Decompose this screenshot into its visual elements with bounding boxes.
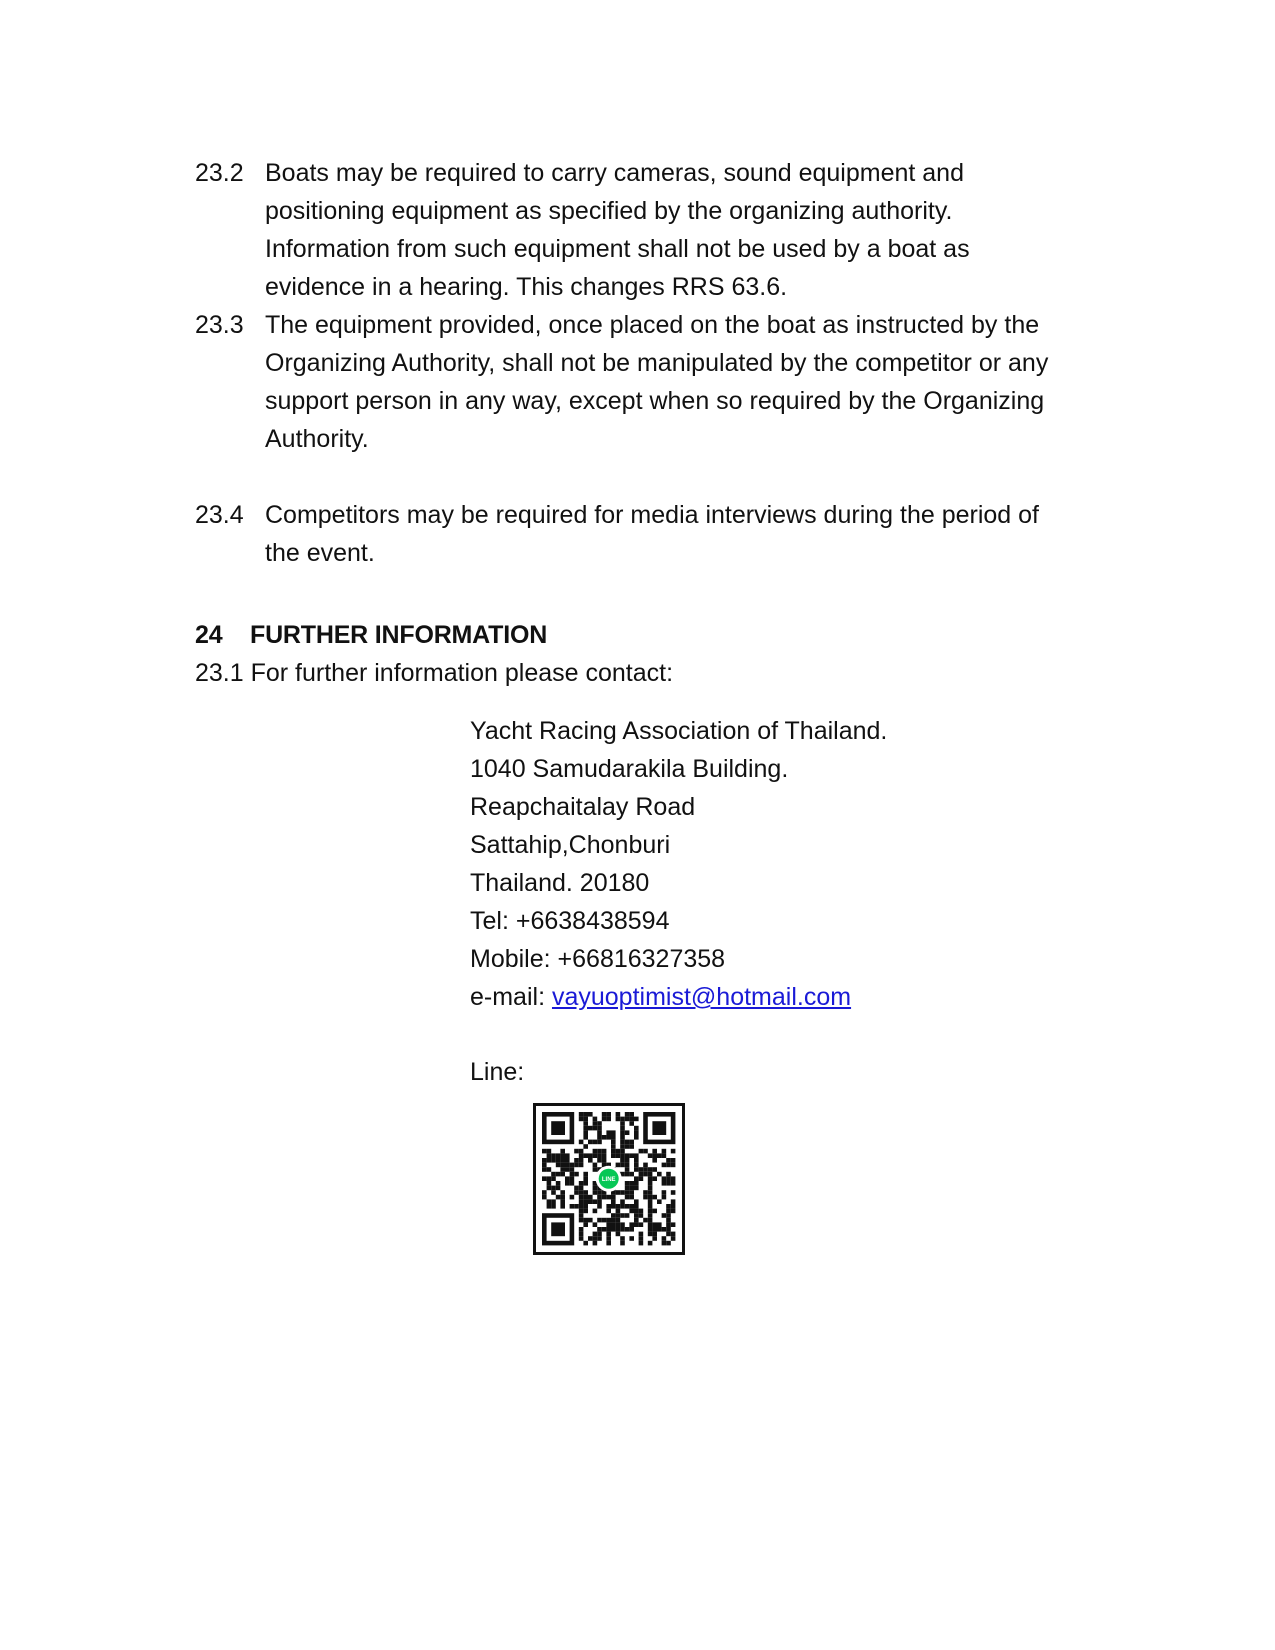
clause-number: 23.3 — [195, 311, 244, 339]
email-label: e-mail: — [470, 983, 552, 1011]
clause-number: 23.2 — [195, 159, 244, 187]
line-label: Line: — [470, 1058, 525, 1086]
clause-23-4 — [195, 496, 1075, 572]
address-line-country: Thailand. 20180 — [470, 869, 650, 897]
clause-text: The equipment provided, once placed on the boat as instructed by the Organizing Authority, shall not be manipulated by the competitor or any support person in any way, except when so required by the Organizing Authority. — [265, 311, 1049, 453]
mobile: Mobile: +66816327358 — [470, 945, 726, 973]
line-logo-text: LINE — [601, 1176, 616, 1183]
address-line-road: Reapchaitalay Road — [470, 793, 696, 821]
email-row — [470, 978, 887, 1016]
clause-23-3 — [195, 306, 1075, 458]
section-title: FURTHER INFORMATION — [250, 621, 548, 649]
clause-text: Boats may be required to carry cameras, sound equipment and positioning equipment as specified by the organizing authority. Information from such equipment shall not be used by a boat as evidence in a hearing. This changes RRS 63.6. — [265, 159, 970, 301]
contact-intro: 23.1 For further information please contact: — [195, 659, 674, 687]
telephone: Tel: +6638438594 — [470, 907, 670, 935]
contact-address — [470, 712, 887, 1016]
clause-text: Competitors may be required for media interviews during the period of the event. — [265, 501, 1039, 567]
clause-23-2 — [195, 154, 1075, 306]
address-line-city: Sattahip,Chonburi — [470, 831, 671, 859]
address-line-building: 1040 Samudarakila Building. — [470, 755, 789, 783]
line-qr-code — [533, 1103, 685, 1255]
clause-number: 23.4 — [195, 501, 244, 529]
address-line-organization: Yacht Racing Association of Thailand. — [470, 717, 888, 745]
qr-code-icon — [536, 1106, 682, 1252]
section-number: 24 — [195, 621, 223, 649]
section-heading — [195, 616, 547, 654]
email-link[interactable]: vayuoptimist@hotmail.com — [551, 983, 852, 1011]
